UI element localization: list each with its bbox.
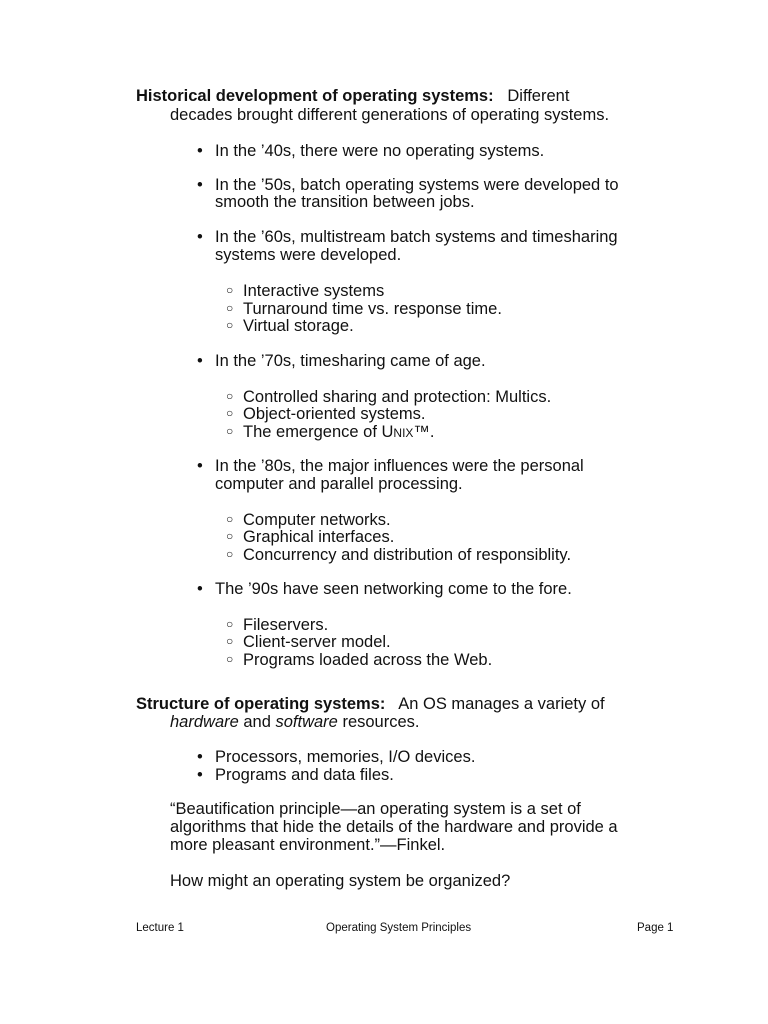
sub-text: Object-oriented systems. <box>243 405 426 423</box>
bullet-marker: • <box>197 748 203 766</box>
sub-text: Fileservers. <box>243 616 329 634</box>
sub-marker: ○ <box>226 547 234 561</box>
and-word: and <box>238 713 276 731</box>
bullet-text: In the ’50s, batch operating systems were developed to <box>215 176 619 194</box>
closing-question: How might an operating system be organized? <box>170 872 511 890</box>
sub-text: Controlled sharing and protection: Multics. <box>243 388 552 406</box>
sub-text: Client-server model. <box>243 633 391 651</box>
sub-marker: ○ <box>226 634 234 648</box>
bullet-text: Programs and data files. <box>215 766 394 784</box>
sub-text: Virtual storage. <box>243 317 354 335</box>
sub-marker: ○ <box>226 283 234 297</box>
unix-prefix: The emergence of <box>243 423 382 441</box>
bullet-marker: • <box>197 142 203 160</box>
sub-marker: ○ <box>226 301 234 315</box>
sub-marker: ○ <box>226 512 234 526</box>
section2-heading-line <box>136 696 605 714</box>
bullet-marker: • <box>197 766 203 784</box>
bullet-text: The ’90s have seen networking come to the fore. <box>215 580 572 598</box>
sub-text: Concurrency and distribution of responsiblity. <box>243 546 572 564</box>
bullet-text: In the ’70s, timesharing came of age. <box>215 352 486 370</box>
software-word: software <box>275 713 338 731</box>
bullet-marker: • <box>197 352 203 370</box>
footer-page-number: Page 1 <box>637 922 674 934</box>
bullet-text: In the ’60s, multistream batch systems and timesharing <box>215 228 618 246</box>
sub-text: Graphical interfaces. <box>243 528 395 546</box>
sub-marker: ○ <box>226 406 234 420</box>
footer-lecture: Lecture 1 <box>136 922 184 934</box>
bullet-continuation: computer and parallel processing. <box>215 475 463 493</box>
unix-suffix: ™. <box>413 423 435 441</box>
bullet-text: Processors, memories, I/O devices. <box>215 748 476 766</box>
quote-line: “Beautification principle—an operating system is a set of <box>170 800 581 818</box>
quote-line: more pleasant environment.”—Finkel. <box>170 836 446 854</box>
sub-marker: ○ <box>226 389 234 403</box>
section1-intro-cont: decades brought different generations of operating systems. <box>170 106 610 124</box>
sub-marker: ○ <box>226 617 234 631</box>
sub-text: Programs loaded across the Web. <box>243 651 493 669</box>
section2-heading: Structure of operating systems: <box>136 695 386 713</box>
section1-heading: Historical development of operating systems: <box>136 87 494 105</box>
section1-heading-line <box>136 88 569 106</box>
bullet-marker: • <box>197 176 203 194</box>
resources-word: resources. <box>337 713 420 731</box>
sub-text <box>243 424 435 442</box>
bullet-text: In the ’80s, the major influences were the personal <box>215 457 584 475</box>
sub-text: Interactive systems <box>243 282 385 300</box>
sub-text: Computer networks. <box>243 511 391 529</box>
sub-marker: ○ <box>226 424 234 438</box>
sub-text: Turnaround time vs. response time. <box>243 300 502 318</box>
section2-intro-cont <box>170 714 419 732</box>
unix-word: Unix <box>381 423 414 441</box>
sub-marker: ○ <box>226 529 234 543</box>
hardware-word: hardware <box>170 713 239 731</box>
bullet-marker: • <box>197 457 203 475</box>
bullet-text: In the ’40s, there were no operating systems. <box>215 142 545 160</box>
section2-intro-start: An OS manages a variety of <box>398 695 605 713</box>
sub-marker: ○ <box>226 652 234 666</box>
footer-title: Operating System Principles <box>326 922 472 934</box>
bullet-marker: • <box>197 228 203 246</box>
section1-intro-start: Different <box>507 87 570 105</box>
bullet-continuation: systems were developed. <box>215 246 402 264</box>
bullet-marker: • <box>197 580 203 598</box>
bullet-continuation: smooth the transition between jobs. <box>215 193 475 211</box>
sub-marker: ○ <box>226 318 234 332</box>
quote-line: algorithms that hide the details of the hardware and provide a <box>170 818 618 836</box>
